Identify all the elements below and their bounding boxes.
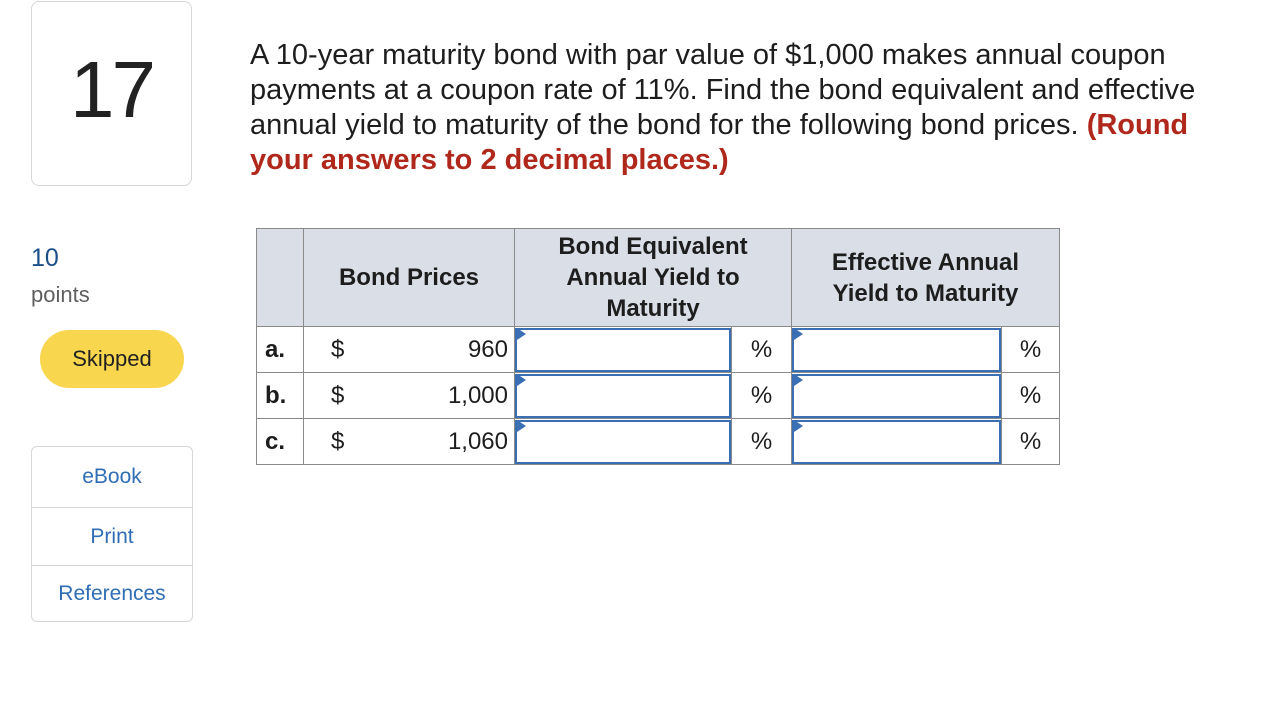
eay-input-cell — [792, 373, 1002, 419]
question-number-box — [31, 1, 192, 186]
input-marker-icon — [794, 328, 803, 340]
percent-unit: % — [732, 419, 792, 465]
row-letter: c. — [257, 419, 304, 465]
ebook-link[interactable]: eBook — [32, 447, 192, 508]
currency-symbol: $ — [331, 382, 345, 409]
resource-links — [31, 446, 193, 622]
question-instruction: (Round your answers to 2 decimal places.) — [250, 109, 1189, 176]
percent-unit: % — [1002, 373, 1060, 419]
eay-input-b[interactable] — [792, 374, 1001, 418]
bey-input-a[interactable] — [515, 328, 731, 372]
price-cell — [304, 419, 515, 465]
question-number: 17 — [70, 44, 153, 134]
bond-price: 1,060 — [447, 428, 508, 455]
eay-input-c[interactable] — [792, 420, 1001, 464]
eay-input-a[interactable] — [792, 328, 1001, 372]
status-badge: Skipped — [40, 330, 184, 388]
question-text: A 10-year maturity bond with par value of $1,000 makes annual coupon payments at a coupon rate of 11%. Find the bond equivalent and effective annual yield to maturity of the bond for the following bond prices. — [250, 39, 1196, 141]
table-row — [257, 419, 1060, 465]
percent-unit: % — [1002, 419, 1060, 465]
bey-input-cell — [515, 373, 732, 419]
input-marker-icon — [517, 328, 526, 340]
table-row — [257, 373, 1060, 419]
header-effective-annual-yield: Effective Annual Yield to Maturity — [792, 229, 1060, 327]
points-value: 10 — [31, 244, 59, 272]
table-header-row — [257, 229, 1060, 327]
points-label: points — [31, 282, 90, 307]
bey-input-cell — [515, 327, 732, 373]
eay-input-cell — [792, 327, 1002, 373]
header-blank — [257, 229, 304, 327]
percent-unit: % — [732, 327, 792, 373]
input-marker-icon — [794, 374, 803, 386]
bond-price: 960 — [467, 336, 508, 363]
percent-unit: % — [732, 373, 792, 419]
question-text-block — [250, 38, 1250, 178]
header-bond-equivalent-yield: Bond Equivalent Annual Yield to Maturity — [515, 229, 792, 327]
input-marker-icon — [794, 420, 803, 432]
bond-price: 1,000 — [447, 382, 508, 409]
input-marker-icon — [517, 374, 526, 386]
table-row — [257, 327, 1060, 373]
bey-input-cell — [515, 419, 732, 465]
input-marker-icon — [517, 420, 526, 432]
price-cell — [304, 327, 515, 373]
print-link[interactable]: Print — [32, 508, 192, 566]
answer-table — [256, 228, 1060, 465]
row-letter: b. — [257, 373, 304, 419]
price-cell — [304, 373, 515, 419]
row-letter: a. — [257, 327, 304, 373]
references-link[interactable]: References — [58, 581, 166, 605]
eay-input-cell — [792, 419, 1002, 465]
percent-unit: % — [1002, 327, 1060, 373]
header-bond-prices: Bond Prices — [304, 229, 515, 327]
currency-symbol: $ — [331, 336, 345, 363]
bey-input-b[interactable] — [515, 374, 731, 418]
bey-input-c[interactable] — [515, 420, 731, 464]
currency-symbol: $ — [331, 428, 345, 455]
